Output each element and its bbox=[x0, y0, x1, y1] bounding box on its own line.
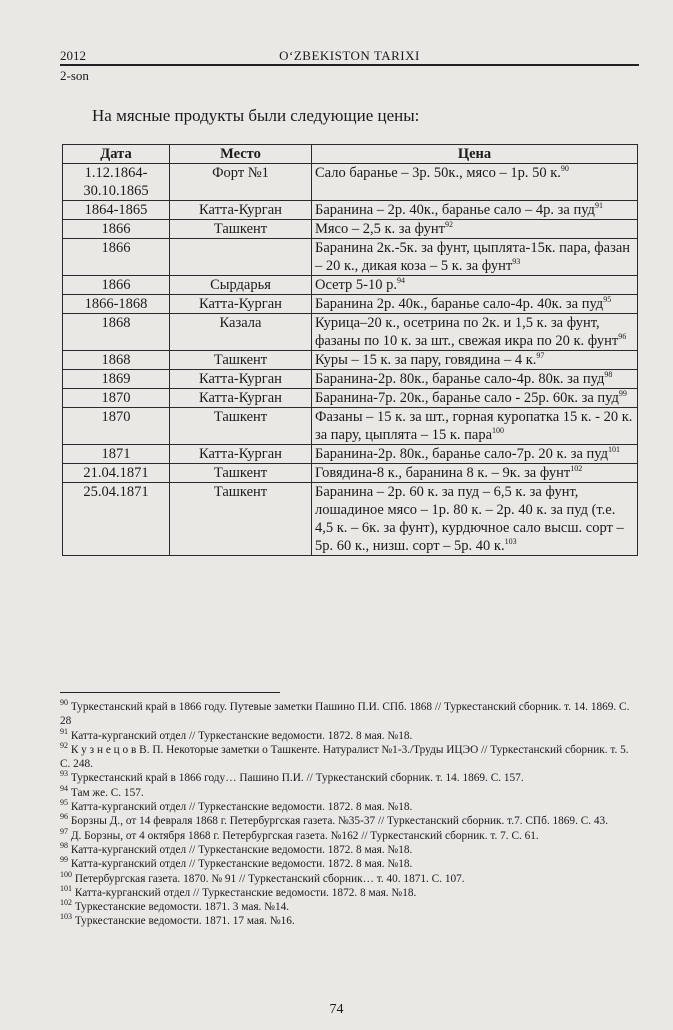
footnote-text: Катта-курганский отдел // Туркестанские ведомости. 1872. 8 мая. №18. bbox=[70, 801, 413, 814]
cell-place: Катта-Курган bbox=[170, 370, 312, 389]
price-text: Баранина – 2р. 60 к. за пуд – 6,5 к. за фунт, лошадиное мясо – 1р. 80 к. – 2р. 40 к. за пуд (т.е. 4,5 к. – 6к. за фунт), курдючное сало высш. сорт – 5р. 60 к., низш. сорт – 5р. 40 к. bbox=[315, 484, 624, 554]
cell-place: Ташкент bbox=[170, 220, 312, 239]
header-price: Цена bbox=[312, 145, 638, 164]
footnote bbox=[60, 771, 639, 785]
footnote-ref: 93 bbox=[512, 257, 521, 267]
cell-date: 1866-1868 bbox=[63, 295, 170, 314]
footnote bbox=[60, 900, 639, 914]
footnote-ref: 91 bbox=[594, 201, 603, 211]
price-text: Баранина-7р. 20к., баранье сало - 25р. 60к. за пуд bbox=[315, 390, 619, 406]
footnote-number: 94 bbox=[60, 784, 68, 794]
cell-place: Казала bbox=[170, 314, 312, 351]
footnote-ref: 90 bbox=[560, 164, 569, 174]
table-row bbox=[63, 483, 638, 556]
cell-price bbox=[312, 314, 638, 351]
page-number: 74 bbox=[329, 1002, 344, 1017]
cell-date: 1866 bbox=[63, 220, 170, 239]
footnote bbox=[60, 726, 639, 743]
footnote bbox=[60, 800, 639, 814]
table-row bbox=[63, 351, 638, 370]
footnote-rule bbox=[60, 692, 280, 693]
price-text: Баранина – 2р. 40к., баранье сало – 4р. за пуд bbox=[315, 202, 595, 218]
cell-price bbox=[312, 483, 638, 556]
cell-date: 1868 bbox=[63, 351, 170, 370]
running-header bbox=[60, 44, 639, 64]
footnote-ref: 96 bbox=[618, 332, 627, 342]
price-text: Баранина 2р. 40к., баранье сало-4р. 40к. за пуд bbox=[315, 296, 604, 312]
table-row bbox=[63, 370, 638, 389]
footnote bbox=[60, 914, 639, 928]
footnote-number: 93 bbox=[60, 769, 68, 779]
cell-price bbox=[312, 445, 638, 464]
price-text: Сало баранье – 3р. 50к., мясо – 1р. 50 к. bbox=[315, 165, 561, 181]
price-text: Баранина 2к.-5к. за фунт, цыплята-15к. пара, фазан – 20 к., дикая коза – 5 к. за фунт bbox=[315, 240, 631, 274]
footnote-text: Борзны Д., от 14 февраля 1868 г. Петербургская газета. №35-37 // Туркестанский сборник. т.7. СПб. 1869. С. 43. bbox=[70, 815, 609, 828]
cell-price bbox=[312, 408, 638, 445]
cell-date: 1.12.1864-30.10.1865 bbox=[63, 164, 170, 201]
footnote-number: 102 bbox=[60, 898, 72, 908]
cell-price bbox=[312, 351, 638, 370]
footnote-text: Катта-курганский отдел // Туркестанские ведомости. 1872. 8 мая. №18. bbox=[74, 886, 417, 899]
cell-place: Ташкент bbox=[170, 464, 312, 483]
footnote-number: 99 bbox=[60, 855, 68, 865]
cell-place: Сырдарья bbox=[170, 276, 312, 295]
table-row bbox=[63, 164, 638, 201]
table-row bbox=[63, 314, 638, 351]
cell-date: 1868 bbox=[63, 314, 170, 351]
footnote-number: 98 bbox=[60, 841, 68, 851]
cell-price bbox=[312, 295, 638, 314]
footnote bbox=[60, 786, 639, 800]
header-year: 2012 bbox=[60, 48, 86, 63]
cell-date: 1871 bbox=[63, 445, 170, 464]
price-text: Говядина-8 к., баранина 8 к. – 9к. за фунт bbox=[315, 465, 571, 481]
footnote-text: Там же. С. 157. bbox=[70, 786, 144, 799]
cell-date: 21.04.1871 bbox=[63, 464, 170, 483]
footnote-ref: 95 bbox=[603, 295, 612, 305]
price-text: Баранина-2р. 80к., баранье сало-4р. 80к. за пуд bbox=[315, 371, 605, 387]
cell-price bbox=[312, 389, 638, 408]
cell-date: 1864-1865 bbox=[63, 201, 170, 220]
table-row bbox=[63, 295, 638, 314]
footnote-ref: 101 bbox=[608, 445, 621, 455]
footnote-ref: 99 bbox=[618, 389, 627, 399]
footnote-ref: 100 bbox=[492, 426, 505, 436]
footnote bbox=[60, 700, 639, 729]
cell-date: 25.04.1871 bbox=[63, 483, 170, 556]
cell-price bbox=[312, 276, 638, 295]
price-text: Баранина-2р. 80к., баранье сало-7р. 20 к. за пуд bbox=[315, 446, 609, 462]
footnote bbox=[60, 886, 639, 900]
footnote-ref: 103 bbox=[504, 537, 517, 547]
table-row bbox=[63, 239, 638, 276]
cell-place: Катта-Курган bbox=[170, 201, 312, 220]
footnote bbox=[60, 814, 639, 828]
footnote-text: К у з н е ц о в В. П. Некоторые заметки о Ташкенте. Натуралист №1-3./Труды ИЦЭО // Туркестанский сборник. т. 5. С. 248. bbox=[60, 743, 629, 771]
price-text: Куры – 15 к. за пару, говядина – 4 к. bbox=[315, 352, 537, 368]
footnote-number: 91 bbox=[60, 726, 68, 736]
footnote bbox=[60, 857, 639, 871]
footnote-number: 101 bbox=[60, 884, 72, 894]
table-row bbox=[63, 464, 638, 483]
footnote-text: Катта-курганский отдел // Туркестанские ведомости. 1872. 8 мая. №18. bbox=[70, 858, 413, 871]
footnote bbox=[60, 826, 639, 843]
meat-prices-table bbox=[62, 144, 638, 556]
intro-sentence: На мясные продукты были следующие цены: bbox=[92, 106, 420, 125]
cell-price bbox=[312, 164, 638, 201]
price-text: Фазаны – 15 к. за шт., горная куропатка 15 к. - 20 к. за пару, цыплята – 15 к. пара bbox=[315, 409, 633, 443]
cell-date: 1866 bbox=[63, 276, 170, 295]
footnote-text: Д. Борзны, от 4 октября 1868 г. Петербургская газета. №162 // Туркестанский сборник. т. 7. С. 61. bbox=[70, 829, 539, 842]
cell-date: 1870 bbox=[63, 408, 170, 445]
footnote-number: 97 bbox=[60, 826, 68, 836]
cell-price bbox=[312, 464, 638, 483]
table-body bbox=[63, 164, 638, 556]
header-journal-title: O‘ZBEKISTON TARIXI bbox=[279, 48, 420, 63]
header-date: Дата bbox=[63, 145, 170, 164]
table-row bbox=[63, 408, 638, 445]
cell-date: 1870 bbox=[63, 389, 170, 408]
cell-price bbox=[312, 370, 638, 389]
footnote-text: Катта-курганский отдел // Туркестанские ведомости. 1872. 8 мая. №18. bbox=[70, 843, 413, 856]
footnote-text: Туркестанские ведомости. 1871. 3 мая. №14. bbox=[74, 901, 290, 914]
table-row bbox=[63, 389, 638, 408]
table-row bbox=[63, 276, 638, 295]
footnote-number: 100 bbox=[60, 869, 72, 879]
footnote-ref: 97 bbox=[536, 351, 545, 361]
header-rule bbox=[60, 64, 639, 66]
cell-price bbox=[312, 239, 638, 276]
table-row bbox=[63, 220, 638, 239]
footnote-text: Катта-курганский отдел // Туркестанские ведомости. 1872. 8 мая. №18. bbox=[70, 729, 413, 742]
footnote bbox=[60, 869, 639, 886]
footnote bbox=[60, 743, 639, 772]
footnotes bbox=[60, 700, 639, 929]
footnote-number: 90 bbox=[60, 698, 68, 708]
cell-place: Ташкент bbox=[170, 351, 312, 370]
cell-price bbox=[312, 201, 638, 220]
footnote-number: 103 bbox=[60, 912, 72, 922]
table-header-row bbox=[63, 145, 638, 164]
cell-place bbox=[170, 239, 312, 276]
cell-place: Ташкент bbox=[170, 408, 312, 445]
cell-place: Катта-Курган bbox=[170, 295, 312, 314]
price-text: Осетр 5-10 р. bbox=[315, 277, 397, 293]
footnote-number: 96 bbox=[60, 812, 68, 822]
header-issue: 2-son bbox=[60, 68, 89, 83]
price-text: Мясо – 2,5 к. за фунт bbox=[315, 221, 445, 237]
cell-price bbox=[312, 220, 638, 239]
footnote bbox=[60, 843, 639, 857]
cell-date: 1869 bbox=[63, 370, 170, 389]
header-place: Место bbox=[170, 145, 312, 164]
footnote-text: Туркестанский край в 1866 году. Путевые заметки Пашино П.И. СПб. 1868 // Туркестанский сборник. т. 14. 1869. С. 28 bbox=[60, 701, 630, 728]
cell-place: Ташкент bbox=[170, 483, 312, 556]
table-row bbox=[63, 445, 638, 464]
cell-place: Катта-Курган bbox=[170, 389, 312, 408]
footnote-text: Туркестанский край в 1866 году… Пашино П.И. // Туркестанский сборник. т. 14. 1869. С. 157. bbox=[70, 772, 524, 785]
price-text: Курица–20 к., осетрина по 2к. и 1,5 к. за фунт, фазаны по 10 к. за шт., свежая икра по 20 к. фунт bbox=[315, 315, 619, 349]
cell-place: Форт №1 bbox=[170, 164, 312, 201]
footnote-number: 92 bbox=[60, 741, 68, 751]
footnote-ref: 92 bbox=[444, 220, 453, 230]
footnote-ref: 94 bbox=[397, 276, 405, 286]
table-row bbox=[63, 201, 638, 220]
footnote-text: Туркестанские ведомости. 1871. 17 мая. №16. bbox=[74, 915, 295, 928]
footnote-ref: 98 bbox=[604, 370, 613, 380]
footnote-ref: 102 bbox=[570, 464, 583, 474]
footnote-text: Петербургская газета. 1870. № 91 // Туркестанский сборник… т. 40. 1871. С. 107. bbox=[74, 872, 465, 885]
cell-date: 1866 bbox=[63, 239, 170, 276]
footnote-number: 95 bbox=[60, 798, 68, 808]
cell-place: Катта-Курган bbox=[170, 445, 312, 464]
